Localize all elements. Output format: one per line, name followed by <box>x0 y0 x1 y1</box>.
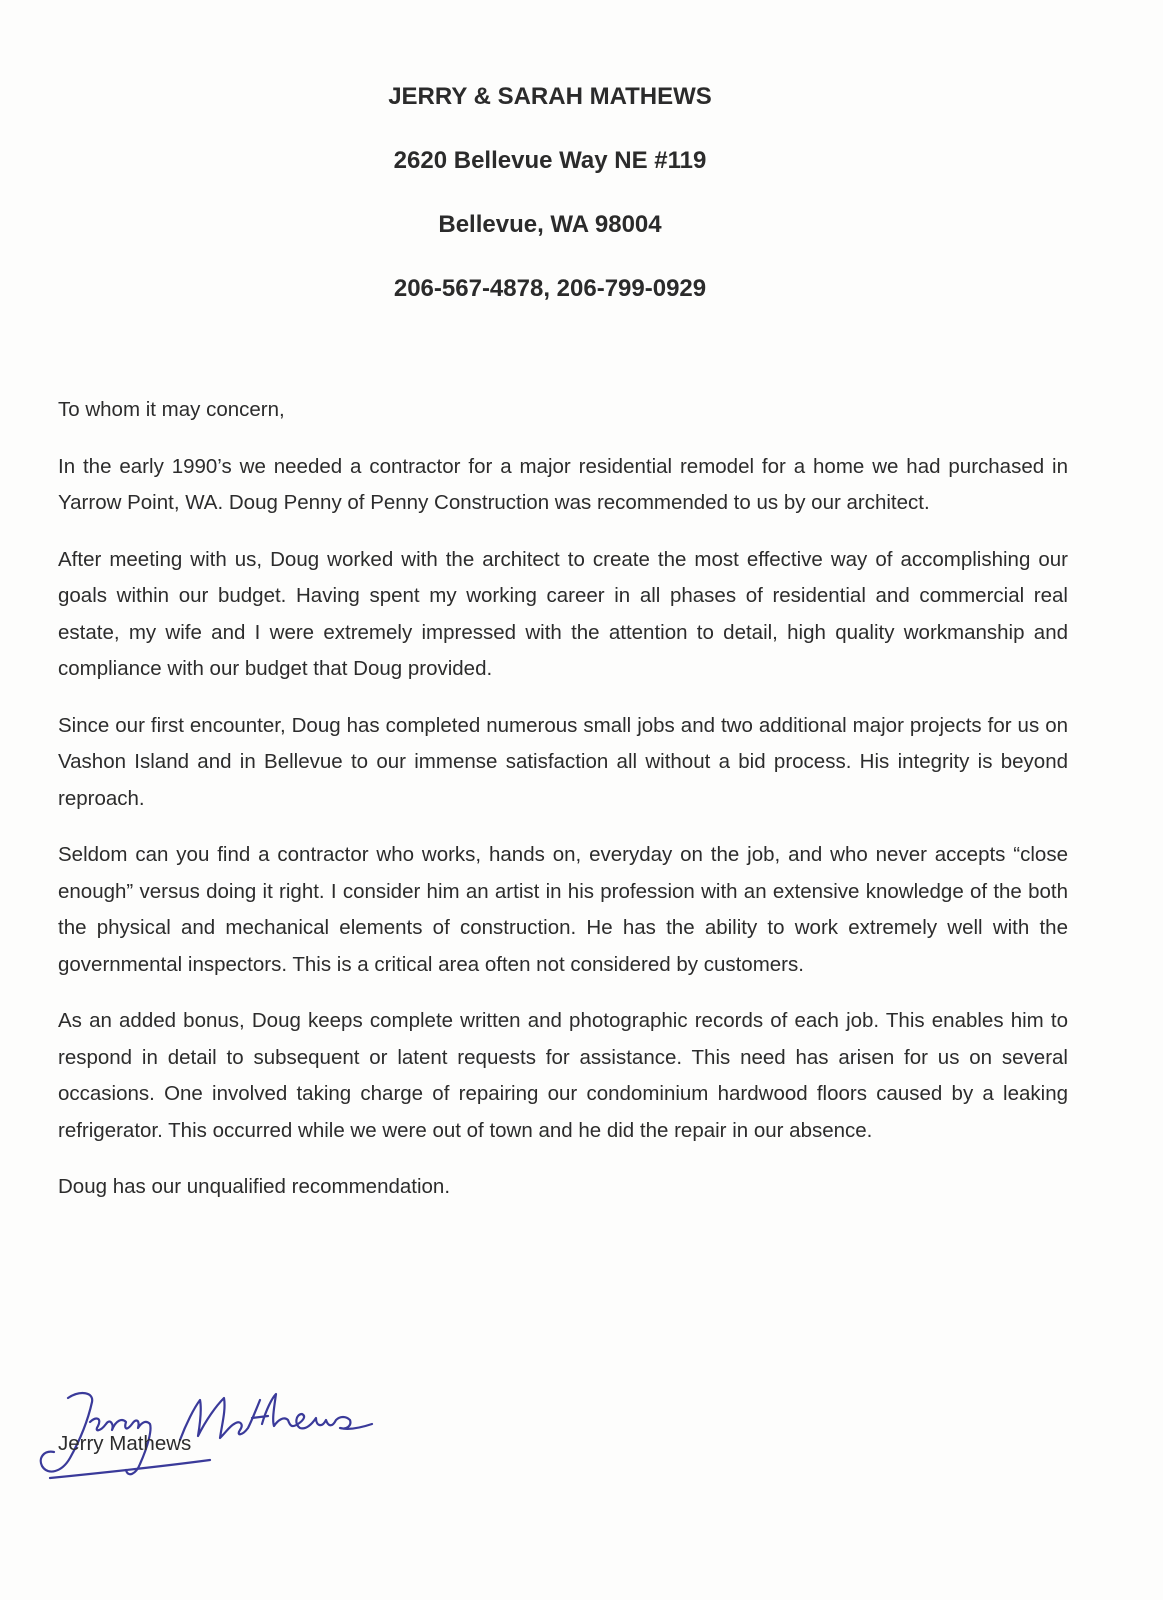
paragraph-5: As an added bonus, Doug keeps complete written and photographic records of each job. This enables him to respond in detail to subsequent or latent requests for assistance. This need has arisen for us on several occasions. One involved taking charge of repairing our condominium hardwood floors caused by a leaking refrigerator. This occurred while we were out of town and he did the repair in our absence. <box>58 1009 1068 1142</box>
paragraph-3: Since our first encounter, Doug has completed numerous small jobs and two additional major projects for us on Vashon Island and in Bellevue to our immense satisfaction all without a bid process. His integrity is beyond reproach. <box>58 713 1068 810</box>
salutation: To whom it may concern, <box>58 398 285 421</box>
letterhead-city: Bellevue, WA 98004 <box>438 211 662 238</box>
paragraph-4: Seldom can you find a contractor who works, hands on, everyday on the job, and who never accepts “close enough” versus doing it right. I consider him an artist in his profession with an extensive knowledge of the both the physical and mechanical elements of construction. He has the ability to work extremely well with the governmental inspectors. This is a critical area often not considered by customers. <box>58 843 1068 976</box>
paragraph-1: In the early 1990’s we needed a contractor for a major residential remodel for a home we had purchased in Yarrow Point, WA. Doug Penny of Penny Construction was recommended to us by our architect. <box>58 454 1068 514</box>
letterhead-phones: 206-567-4878, 206-799-0929 <box>393 275 707 302</box>
paragraph-2: After meeting with us, Doug worked with the architect to create the most effective way of accomplishing our goals within our budget. Having spent my working career in all phases of residential and commercial real estate, my wife and I were extremely impressed with the attention to detail, high quality workmanship and compliance with our budget that Doug provided. <box>58 547 1068 680</box>
printed-name: Jerry Mathews <box>58 1432 192 1455</box>
letterhead-street: 2620 Bellevue Way NE #119 <box>393 147 707 174</box>
closing-line: Doug has our unqualified recommendation. <box>58 1175 451 1198</box>
letterhead <box>0 80 1100 336</box>
letter-body <box>58 392 1068 1206</box>
letterhead-names: JERRY & SARAH MATHEWS <box>388 83 712 110</box>
signature-block <box>30 1380 390 1490</box>
